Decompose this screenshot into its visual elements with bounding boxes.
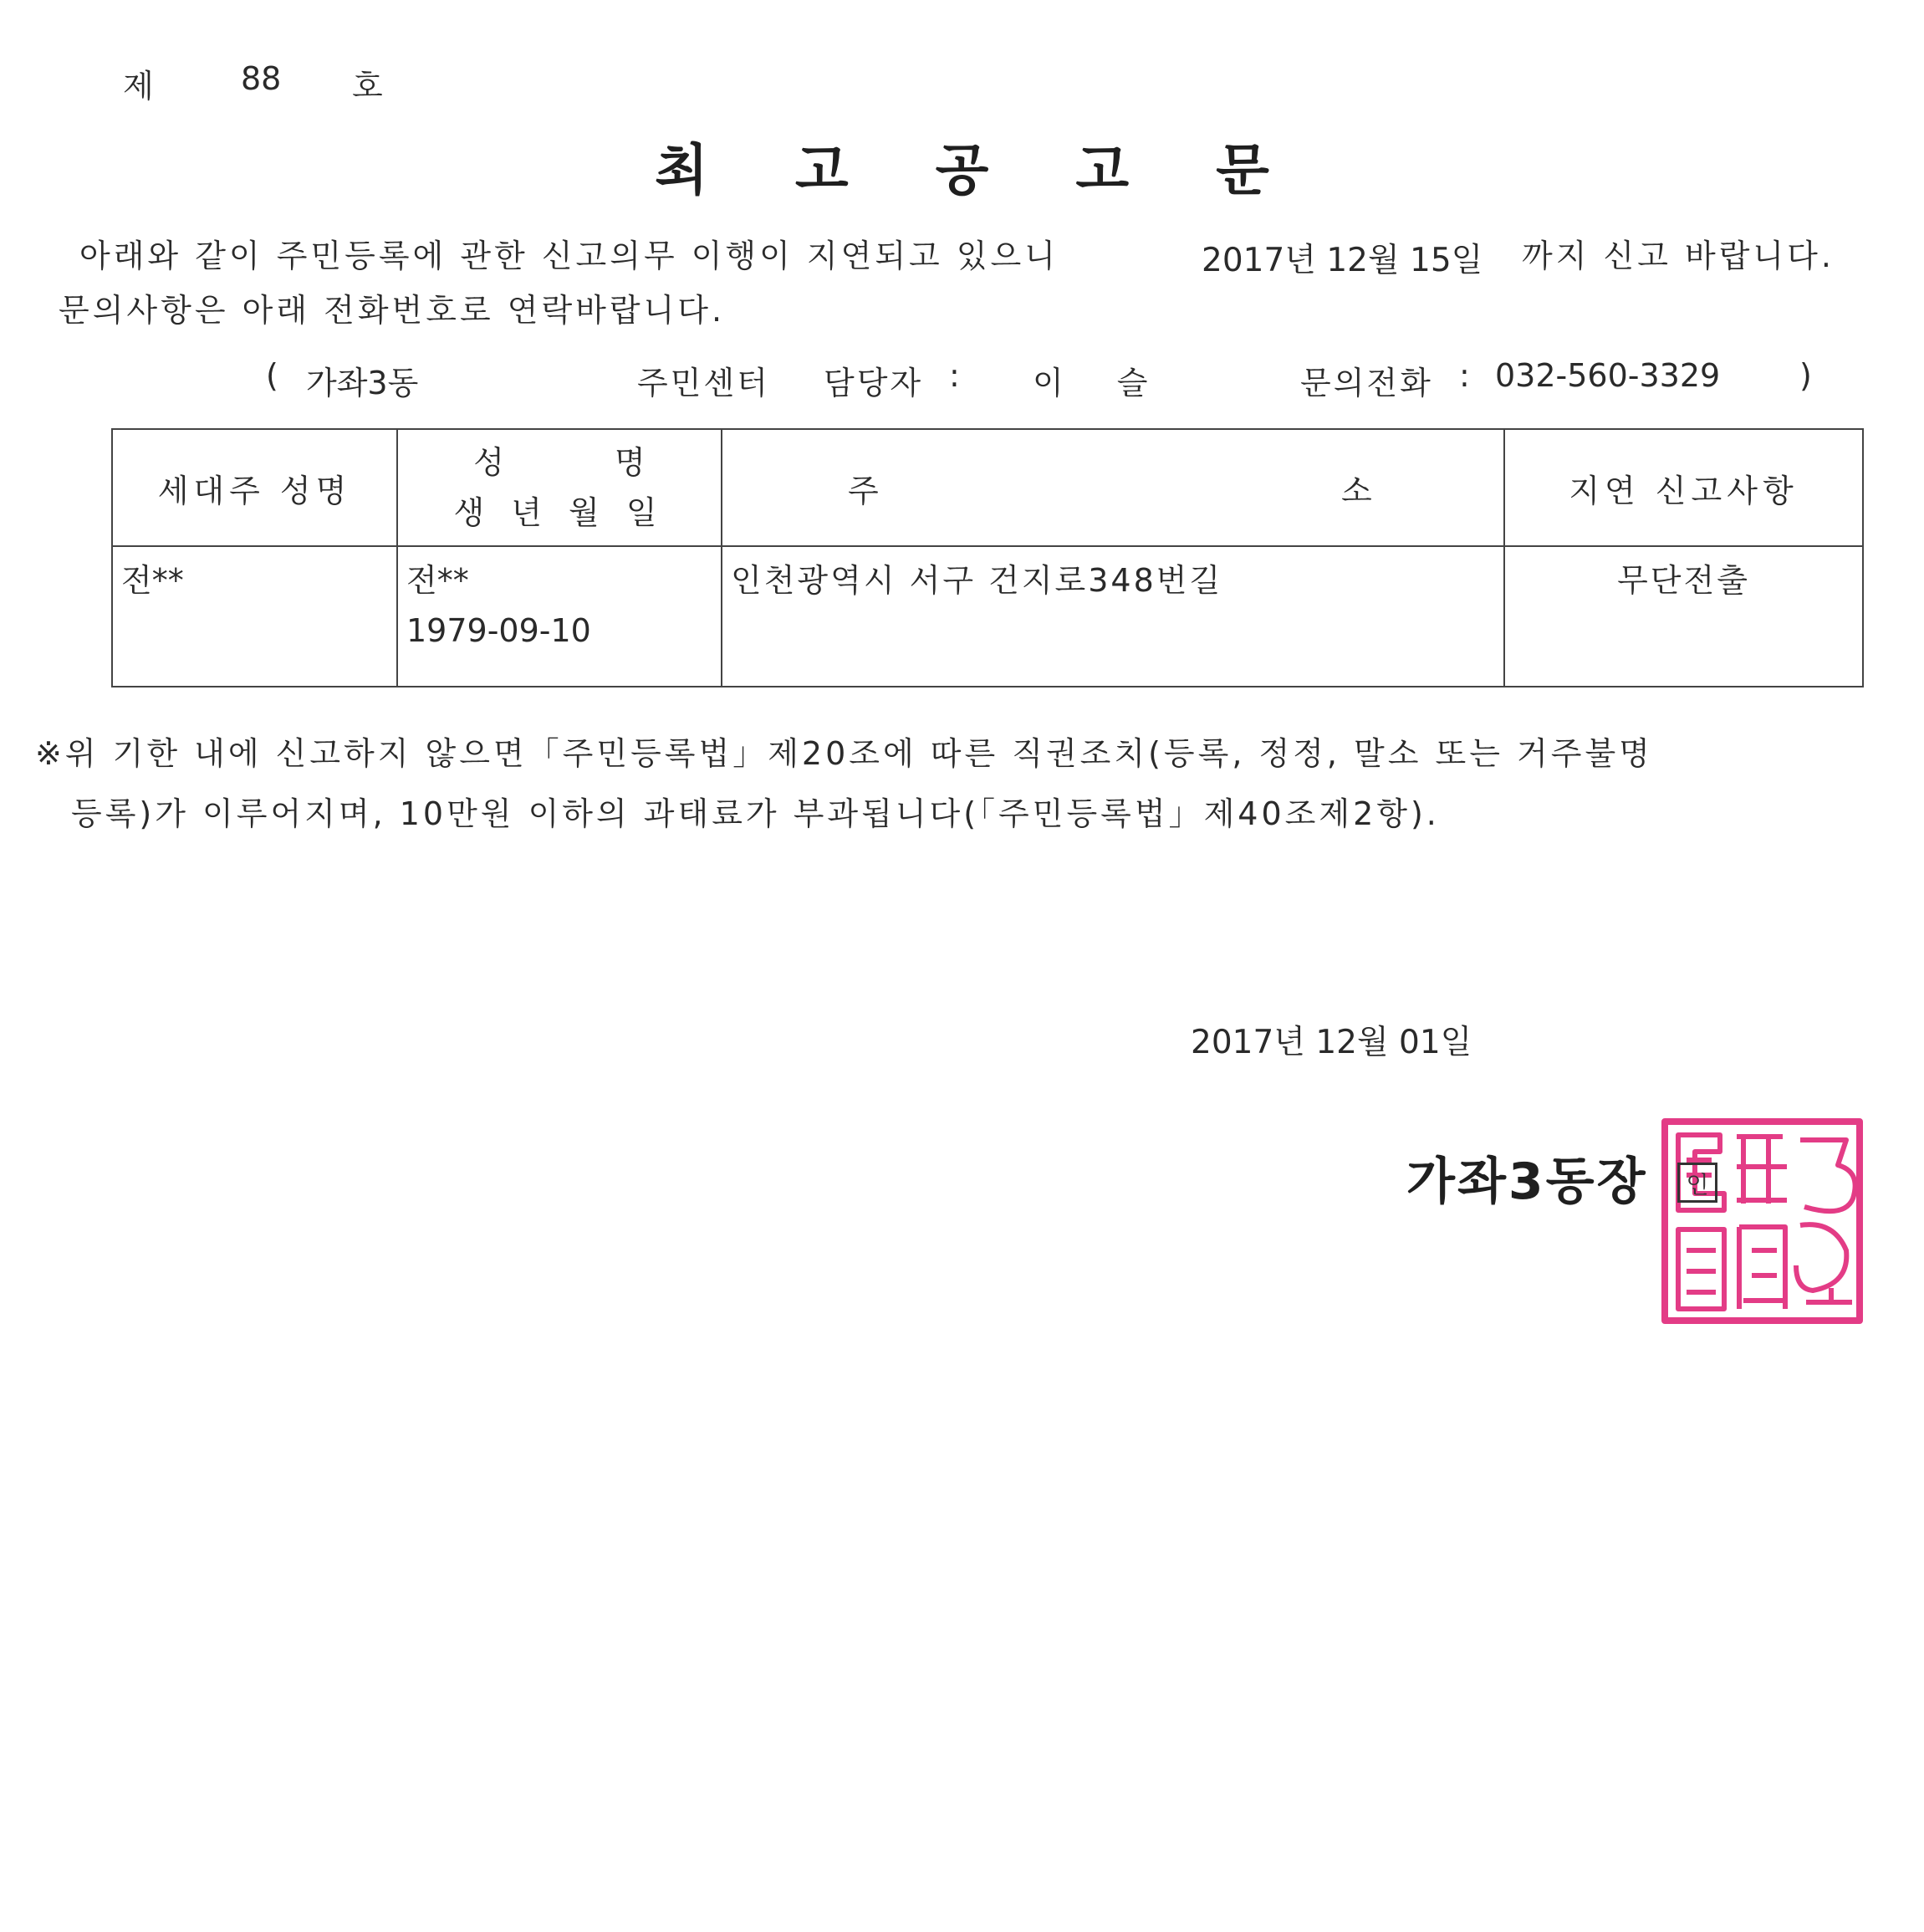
notice-line-1: ※위 기한 내에 신고하지 않으면「주민등록법」제20조에 따른 직권조치(등록, 정정, 말소 또는 거주불명 (35, 735, 1653, 772)
header-birth: 생 년 월 일 (453, 494, 666, 531)
intro-line-2: 문의사항은 아래 전화번호로 연락바랍니다. (59, 292, 726, 329)
contact-dong: 가좌3동 (306, 365, 419, 401)
contact-person: 이 슬 (1033, 365, 1170, 401)
contact-colon: : (1459, 357, 1470, 394)
contact-person-label: 담당자 (824, 365, 924, 401)
contact-close-paren: ) (1799, 357, 1812, 394)
contact-colon: : (949, 357, 960, 394)
header-address (722, 429, 1504, 546)
cell-head-name: 전** (112, 546, 397, 687)
doc-number: 88 (241, 60, 282, 97)
intro-line-1: 아래와 같이 주민등록에 관한 신고의무 이행이 지연되고 있으니 (79, 238, 1059, 274)
header-name-birth (397, 429, 722, 546)
header-name: 성 명 (473, 444, 696, 481)
official-seal-stamp (1660, 1117, 1865, 1326)
contact-open-paren: ( (266, 357, 278, 394)
contact-phone-label: 문의전화 (1300, 365, 1433, 401)
doc-number-prefix: 제 (123, 68, 154, 105)
header-address-left: 주 (848, 473, 879, 509)
notice-line-2: 등록)가 이루어지며, 10만원 이하의 과태료가 부과됩니다(「주민등록법」제40조제2항). (71, 795, 1440, 832)
table-header-row (112, 429, 1863, 546)
seal-mark: 인 (1677, 1163, 1717, 1203)
contact-center: 주민센터 (637, 365, 770, 401)
signer-title: 가좌3동장 (1406, 1153, 1648, 1211)
cell-birth: 1979-09-10 (406, 612, 591, 649)
header-head-name: 세대주 성명 (112, 429, 397, 546)
header-report: 지연 신고사항 (1504, 429, 1863, 546)
cell-report: 무단전출 (1504, 546, 1863, 687)
cell-address: 인천광역시 서구 건지로348번길 (722, 546, 1504, 687)
cell-name-birth (397, 546, 722, 687)
cell-name: 전** (406, 562, 469, 599)
table-row (112, 546, 1863, 687)
issue-date: 2017년 12월 01일 (1191, 1024, 1472, 1061)
doc-number-suffix: 호 (352, 68, 383, 105)
deadline-date: 2017년 12월 15일 (1202, 242, 1483, 279)
intro-line-1-end: 까지 신고 바랍니다. (1522, 238, 1835, 274)
record-table (111, 428, 1864, 687)
contact-phone: 032-560-3329 (1495, 357, 1721, 394)
header-address-right: 소 (1341, 473, 1372, 509)
page-title: 최고공고문 (655, 138, 1356, 202)
